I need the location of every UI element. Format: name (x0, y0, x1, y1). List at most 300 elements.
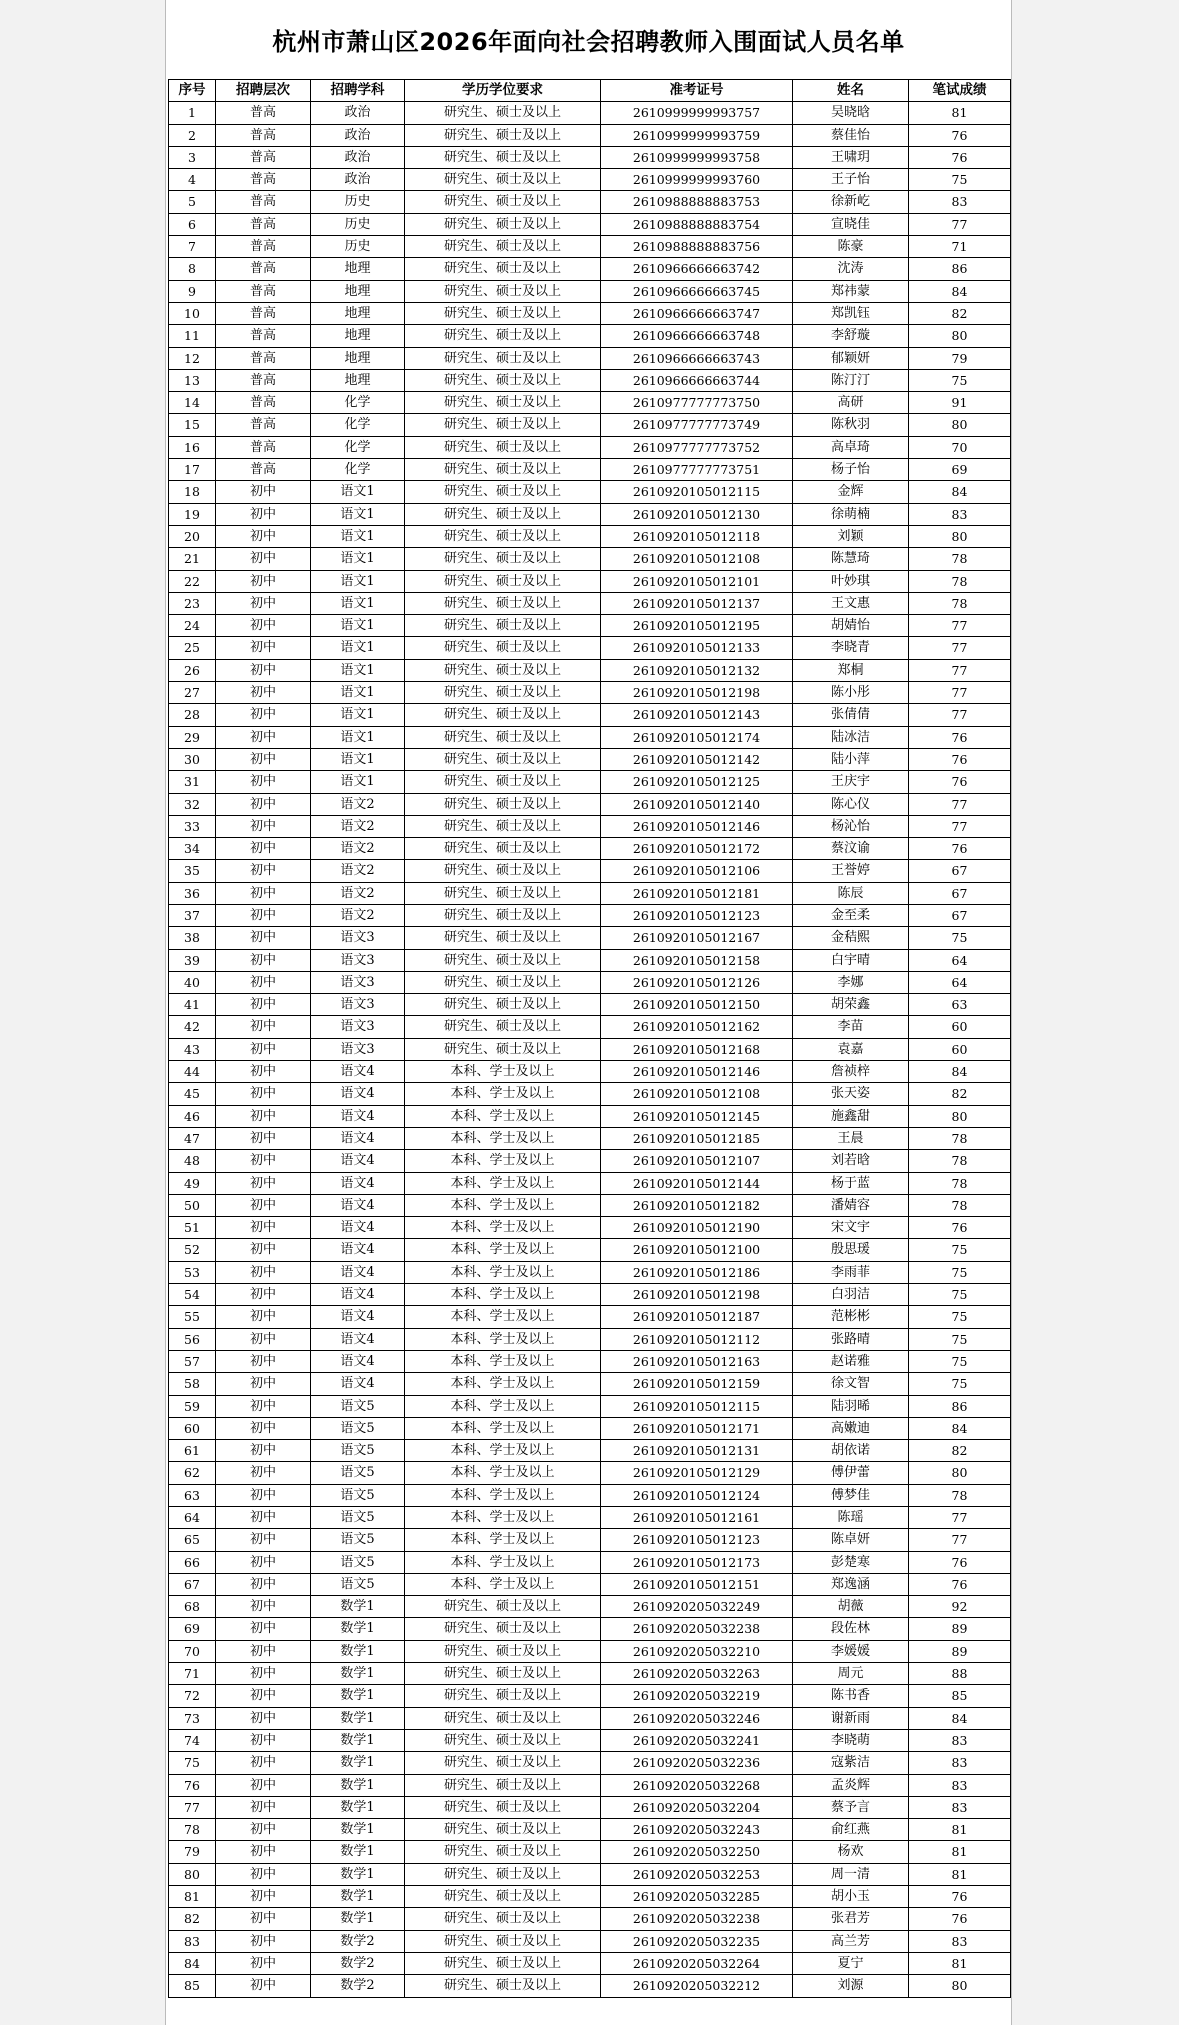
row-subject: 语文2 (311, 793, 405, 815)
row-name: 李晓青 (793, 637, 909, 659)
table-row (169, 236, 1011, 258)
row-level: 初中 (216, 1551, 311, 1573)
table-row (169, 1863, 1011, 1885)
row-education: 研究生、硕士及以上 (405, 1663, 601, 1685)
row-exam-id: 2610920105012174 (601, 726, 793, 748)
row-index: 27 (169, 682, 216, 704)
row-level: 初中 (216, 1194, 311, 1216)
table-row (169, 1729, 1011, 1751)
row-score: 77 (909, 704, 1011, 726)
row-index: 75 (169, 1752, 216, 1774)
row-score: 75 (909, 169, 1011, 191)
row-name: 宣晓佳 (793, 213, 909, 235)
row-index: 64 (169, 1507, 216, 1529)
row-index: 34 (169, 838, 216, 860)
row-index: 20 (169, 525, 216, 547)
row-index: 39 (169, 949, 216, 971)
row-education: 研究生、硕士及以上 (405, 592, 601, 614)
row-exam-id: 2610920205032249 (601, 1596, 793, 1618)
table-row (169, 1373, 1011, 1395)
table-row (169, 503, 1011, 525)
row-name: 蔡汶谕 (793, 838, 909, 860)
table-row (169, 1150, 1011, 1172)
row-level: 初中 (216, 949, 311, 971)
row-subject: 语文5 (311, 1462, 405, 1484)
row-subject: 语文1 (311, 682, 405, 704)
row-level: 初中 (216, 793, 311, 815)
row-score: 80 (909, 1105, 1011, 1127)
row-exam-id: 2610977777773749 (601, 414, 793, 436)
row-level: 初中 (216, 1306, 311, 1328)
row-exam-id: 2610966666663742 (601, 258, 793, 280)
table-row (169, 102, 1011, 124)
table-row (169, 1975, 1011, 1997)
table-row (169, 146, 1011, 168)
row-name: 夏宁 (793, 1952, 909, 1974)
row-score: 83 (909, 503, 1011, 525)
row-subject: 语文1 (311, 704, 405, 726)
row-level: 初中 (216, 503, 311, 525)
row-name: 傅伊蕾 (793, 1462, 909, 1484)
row-level: 初中 (216, 1038, 311, 1060)
table-row (169, 838, 1011, 860)
row-name: 傅梦佳 (793, 1484, 909, 1506)
row-score: 67 (909, 882, 1011, 904)
row-score: 88 (909, 1663, 1011, 1685)
row-subject: 数学1 (311, 1908, 405, 1930)
row-education: 研究生、硕士及以上 (405, 459, 601, 481)
row-education: 研究生、硕士及以上 (405, 436, 601, 458)
row-name: 王誉婷 (793, 860, 909, 882)
row-index: 44 (169, 1061, 216, 1083)
row-exam-id: 2610920105012162 (601, 1016, 793, 1038)
table-row (169, 1752, 1011, 1774)
row-level: 初中 (216, 1105, 311, 1127)
row-score: 76 (909, 124, 1011, 146)
row-exam-id: 2610920105012145 (601, 1105, 793, 1127)
row-score: 78 (909, 1484, 1011, 1506)
row-education: 研究生、硕士及以上 (405, 525, 601, 547)
row-score: 76 (909, 748, 1011, 770)
row-subject: 数学1 (311, 1707, 405, 1729)
row-education: 研究生、硕士及以上 (405, 1863, 601, 1885)
row-subject: 语文4 (311, 1239, 405, 1261)
table-row (169, 1618, 1011, 1640)
table-row (169, 1440, 1011, 1462)
row-subject: 化学 (311, 392, 405, 414)
row-education: 本科、学士及以上 (405, 1061, 601, 1083)
row-education: 研究生、硕士及以上 (405, 236, 601, 258)
row-subject: 数学1 (311, 1886, 405, 1908)
row-exam-id: 2610920105012167 (601, 927, 793, 949)
row-index: 17 (169, 459, 216, 481)
row-score: 77 (909, 213, 1011, 235)
table-row (169, 1841, 1011, 1863)
row-exam-id: 2610920105012182 (601, 1194, 793, 1216)
table-row (169, 615, 1011, 637)
row-education: 研究生、硕士及以上 (405, 169, 601, 191)
table-row (169, 347, 1011, 369)
row-name: 郑凯钰 (793, 302, 909, 324)
row-level: 初中 (216, 1284, 311, 1306)
row-score: 92 (909, 1596, 1011, 1618)
row-exam-id: 2610920105012115 (601, 1395, 793, 1417)
row-exam-id: 2610920105012112 (601, 1328, 793, 1350)
row-score: 78 (909, 548, 1011, 570)
row-education: 研究生、硕士及以上 (405, 793, 601, 815)
table-row (169, 414, 1011, 436)
row-subject: 语文1 (311, 570, 405, 592)
row-score: 60 (909, 1038, 1011, 1060)
row-education: 研究生、硕士及以上 (405, 1908, 601, 1930)
row-exam-id: 2610920105012163 (601, 1350, 793, 1372)
row-subject: 语文5 (311, 1507, 405, 1529)
row-subject: 语文4 (311, 1350, 405, 1372)
row-score: 69 (909, 459, 1011, 481)
row-index: 33 (169, 815, 216, 837)
row-name: 陈心仪 (793, 793, 909, 815)
table-row (169, 1417, 1011, 1439)
header-level: 招聘层次 (216, 80, 311, 102)
table-row (169, 1284, 1011, 1306)
row-education: 研究生、硕士及以上 (405, 481, 601, 503)
table-row (169, 1038, 1011, 1060)
row-subject: 语文1 (311, 481, 405, 503)
row-education: 研究生、硕士及以上 (405, 1819, 601, 1841)
row-index: 9 (169, 280, 216, 302)
row-education: 本科、学士及以上 (405, 1239, 601, 1261)
row-subject: 语文4 (311, 1150, 405, 1172)
row-level: 初中 (216, 1707, 311, 1729)
row-exam-id: 2610920205032236 (601, 1752, 793, 1774)
row-subject: 数学2 (311, 1930, 405, 1952)
row-name: 陆冰洁 (793, 726, 909, 748)
row-index: 5 (169, 191, 216, 213)
row-education: 研究生、硕士及以上 (405, 280, 601, 302)
row-level: 普高 (216, 213, 311, 235)
row-name: 王文惠 (793, 592, 909, 614)
table-row (169, 258, 1011, 280)
row-subject: 数学1 (311, 1640, 405, 1662)
row-score: 80 (909, 1462, 1011, 1484)
row-index: 13 (169, 369, 216, 391)
row-level: 初中 (216, 771, 311, 793)
row-name: 潘婧容 (793, 1194, 909, 1216)
row-score: 75 (909, 1373, 1011, 1395)
row-exam-id: 2610999999993760 (601, 169, 793, 191)
row-score: 76 (909, 1551, 1011, 1573)
row-level: 初中 (216, 548, 311, 570)
row-level: 初中 (216, 1395, 311, 1417)
table-row (169, 1395, 1011, 1417)
row-education: 本科、学士及以上 (405, 1529, 601, 1551)
row-level: 初中 (216, 1685, 311, 1707)
row-subject: 语文5 (311, 1529, 405, 1551)
row-education: 本科、学士及以上 (405, 1261, 601, 1283)
row-exam-id: 2610920205032238 (601, 1908, 793, 1930)
row-index: 82 (169, 1908, 216, 1930)
table-row (169, 1083, 1011, 1105)
row-index: 49 (169, 1172, 216, 1194)
row-name: 宋文宇 (793, 1217, 909, 1239)
table-row (169, 1908, 1011, 1930)
table-row (169, 1573, 1011, 1595)
row-name: 刘若晗 (793, 1150, 909, 1172)
row-education: 研究生、硕士及以上 (405, 1618, 601, 1640)
row-score: 80 (909, 525, 1011, 547)
row-level: 初中 (216, 927, 311, 949)
header-score: 笔试成绩 (909, 80, 1011, 102)
table-row (169, 1105, 1011, 1127)
row-level: 初中 (216, 615, 311, 637)
row-exam-id: 2610920105012198 (601, 1284, 793, 1306)
row-subject: 数学1 (311, 1863, 405, 1885)
table-body (169, 102, 1011, 1997)
row-level: 初中 (216, 570, 311, 592)
row-index: 67 (169, 1573, 216, 1595)
row-name: 沈涛 (793, 258, 909, 280)
row-level: 初中 (216, 1930, 311, 1952)
row-education: 研究生、硕士及以上 (405, 682, 601, 704)
row-exam-id: 2610920105012151 (601, 1573, 793, 1595)
row-subject: 语文3 (311, 1016, 405, 1038)
table-row (169, 1930, 1011, 1952)
row-exam-id: 2610966666663748 (601, 325, 793, 347)
row-level: 初中 (216, 1484, 311, 1506)
table-row (169, 949, 1011, 971)
row-education: 研究生、硕士及以上 (405, 392, 601, 414)
row-exam-id: 2610920105012158 (601, 949, 793, 971)
row-index: 81 (169, 1886, 216, 1908)
table-row (169, 1239, 1011, 1261)
row-name: 陈卓妍 (793, 1529, 909, 1551)
row-subject: 语文5 (311, 1417, 405, 1439)
row-score: 83 (909, 1752, 1011, 1774)
row-name: 王啸玥 (793, 146, 909, 168)
row-education: 研究生、硕士及以上 (405, 1016, 601, 1038)
row-index: 30 (169, 748, 216, 770)
row-name: 杨子怡 (793, 459, 909, 481)
row-name: 施鑫甜 (793, 1105, 909, 1127)
row-score: 84 (909, 1707, 1011, 1729)
row-score: 82 (909, 1440, 1011, 1462)
row-index: 84 (169, 1952, 216, 1974)
table-row (169, 793, 1011, 815)
row-level: 初中 (216, 1373, 311, 1395)
row-subject: 语文4 (311, 1261, 405, 1283)
row-score: 81 (909, 1841, 1011, 1863)
row-index: 18 (169, 481, 216, 503)
row-exam-id: 2610920105012125 (601, 771, 793, 793)
row-name: 王晨 (793, 1127, 909, 1149)
row-subject: 语文5 (311, 1440, 405, 1462)
row-score: 63 (909, 994, 1011, 1016)
row-exam-id: 2610966666663744 (601, 369, 793, 391)
row-score: 75 (909, 1328, 1011, 1350)
row-index: 6 (169, 213, 216, 235)
row-name: 谢新雨 (793, 1707, 909, 1729)
row-score: 78 (909, 570, 1011, 592)
row-level: 初中 (216, 1127, 311, 1149)
row-subject: 化学 (311, 459, 405, 481)
row-level: 初中 (216, 1774, 311, 1796)
row-index: 42 (169, 1016, 216, 1038)
row-name: 胡荣鑫 (793, 994, 909, 1016)
row-subject: 数学2 (311, 1952, 405, 1974)
row-name: 王庆宇 (793, 771, 909, 793)
row-subject: 语文1 (311, 503, 405, 525)
row-name: 高兰芳 (793, 1930, 909, 1952)
table-row (169, 1172, 1011, 1194)
row-index: 83 (169, 1930, 216, 1952)
row-name: 彭楚寒 (793, 1551, 909, 1573)
row-exam-id: 2610920105012159 (601, 1373, 793, 1395)
row-level: 初中 (216, 1462, 311, 1484)
row-name: 吴晓晗 (793, 102, 909, 124)
row-level: 初中 (216, 1083, 311, 1105)
row-level: 初中 (216, 1908, 311, 1930)
row-exam-id: 2610920205032241 (601, 1729, 793, 1751)
table-row (169, 1707, 1011, 1729)
row-name: 詹祯梓 (793, 1061, 909, 1083)
row-exam-id: 2610920105012108 (601, 548, 793, 570)
row-index: 72 (169, 1685, 216, 1707)
table-row (169, 1306, 1011, 1328)
row-index: 36 (169, 882, 216, 904)
row-score: 80 (909, 1975, 1011, 1997)
table-row (169, 1061, 1011, 1083)
row-exam-id: 2610920205032253 (601, 1863, 793, 1885)
row-education: 研究生、硕士及以上 (405, 1038, 601, 1060)
table-row (169, 704, 1011, 726)
row-subject: 政治 (311, 102, 405, 124)
row-education: 本科、学士及以上 (405, 1417, 601, 1439)
row-score: 70 (909, 436, 1011, 458)
row-score: 80 (909, 325, 1011, 347)
row-level: 普高 (216, 347, 311, 369)
row-level: 初中 (216, 994, 311, 1016)
row-name: 蔡佳怡 (793, 124, 909, 146)
row-subject: 数学1 (311, 1819, 405, 1841)
row-name: 李雨菲 (793, 1261, 909, 1283)
row-education: 本科、学士及以上 (405, 1306, 601, 1328)
row-subject: 语文5 (311, 1395, 405, 1417)
row-exam-id: 2610920205032246 (601, 1707, 793, 1729)
row-level: 初中 (216, 1507, 311, 1529)
row-name: 刘颖 (793, 525, 909, 547)
row-score: 75 (909, 1284, 1011, 1306)
row-education: 本科、学士及以上 (405, 1440, 601, 1462)
row-index: 45 (169, 1083, 216, 1105)
row-exam-id: 2610920105012118 (601, 525, 793, 547)
row-name: 郑逸涵 (793, 1573, 909, 1595)
row-level: 普高 (216, 124, 311, 146)
row-level: 初中 (216, 1640, 311, 1662)
table-row (169, 1127, 1011, 1149)
row-education: 研究生、硕士及以上 (405, 726, 601, 748)
row-index: 35 (169, 860, 216, 882)
row-name: 陈书香 (793, 1685, 909, 1707)
row-subject: 语文4 (311, 1194, 405, 1216)
row-level: 初中 (216, 1417, 311, 1439)
row-score: 77 (909, 1529, 1011, 1551)
row-subject: 语文4 (311, 1217, 405, 1239)
row-score: 78 (909, 592, 1011, 614)
row-level: 初中 (216, 860, 311, 882)
row-exam-id: 2610920105012171 (601, 1417, 793, 1439)
row-name: 高嫩迪 (793, 1417, 909, 1439)
row-index: 56 (169, 1328, 216, 1350)
row-name: 胡小玉 (793, 1886, 909, 1908)
row-index: 14 (169, 392, 216, 414)
row-exam-id: 2610977777773752 (601, 436, 793, 458)
row-subject: 语文1 (311, 771, 405, 793)
row-score: 83 (909, 191, 1011, 213)
table-row (169, 213, 1011, 235)
row-subject: 数学1 (311, 1618, 405, 1640)
row-subject: 语文2 (311, 838, 405, 860)
row-level: 初中 (216, 1863, 311, 1885)
row-name: 段佐林 (793, 1618, 909, 1640)
row-exam-id: 2610920105012190 (601, 1217, 793, 1239)
row-level: 初中 (216, 1239, 311, 1261)
row-score: 76 (909, 771, 1011, 793)
row-education: 研究生、硕士及以上 (405, 347, 601, 369)
row-education: 研究生、硕士及以上 (405, 1640, 601, 1662)
row-exam-id: 2610920105012173 (601, 1551, 793, 1573)
row-level: 初中 (216, 1061, 311, 1083)
row-score: 81 (909, 1863, 1011, 1885)
row-exam-id: 2610920105012195 (601, 615, 793, 637)
row-education: 研究生、硕士及以上 (405, 771, 601, 793)
row-name: 杨欢 (793, 1841, 909, 1863)
row-education: 研究生、硕士及以上 (405, 927, 601, 949)
row-exam-id: 2610920105012132 (601, 659, 793, 681)
row-name: 郑祎蒙 (793, 280, 909, 302)
header-exam-id: 准考证号 (601, 80, 793, 102)
row-exam-id: 2610920105012146 (601, 1061, 793, 1083)
row-level: 初中 (216, 1952, 311, 1974)
row-education: 本科、学士及以上 (405, 1551, 601, 1573)
row-score: 64 (909, 971, 1011, 993)
row-level: 普高 (216, 392, 311, 414)
table-header-row (169, 80, 1011, 102)
row-score: 76 (909, 1217, 1011, 1239)
row-index: 16 (169, 436, 216, 458)
row-name: 李苗 (793, 1016, 909, 1038)
row-exam-id: 2610977777773751 (601, 459, 793, 481)
row-score: 81 (909, 102, 1011, 124)
row-subject: 语文4 (311, 1105, 405, 1127)
row-exam-id: 2610920105012100 (601, 1239, 793, 1261)
row-subject: 语文5 (311, 1573, 405, 1595)
row-index: 52 (169, 1239, 216, 1261)
table-row (169, 459, 1011, 481)
row-name: 赵诺雅 (793, 1350, 909, 1372)
row-level: 初中 (216, 525, 311, 547)
row-subject: 语文2 (311, 904, 405, 926)
row-education: 研究生、硕士及以上 (405, 1707, 601, 1729)
row-level: 普高 (216, 280, 311, 302)
row-exam-id: 2610920105012142 (601, 748, 793, 770)
table-row (169, 548, 1011, 570)
row-index: 79 (169, 1841, 216, 1863)
row-score: 75 (909, 1239, 1011, 1261)
row-score: 91 (909, 392, 1011, 414)
row-level: 初中 (216, 481, 311, 503)
row-education: 研究生、硕士及以上 (405, 659, 601, 681)
row-name: 陈汀汀 (793, 369, 909, 391)
